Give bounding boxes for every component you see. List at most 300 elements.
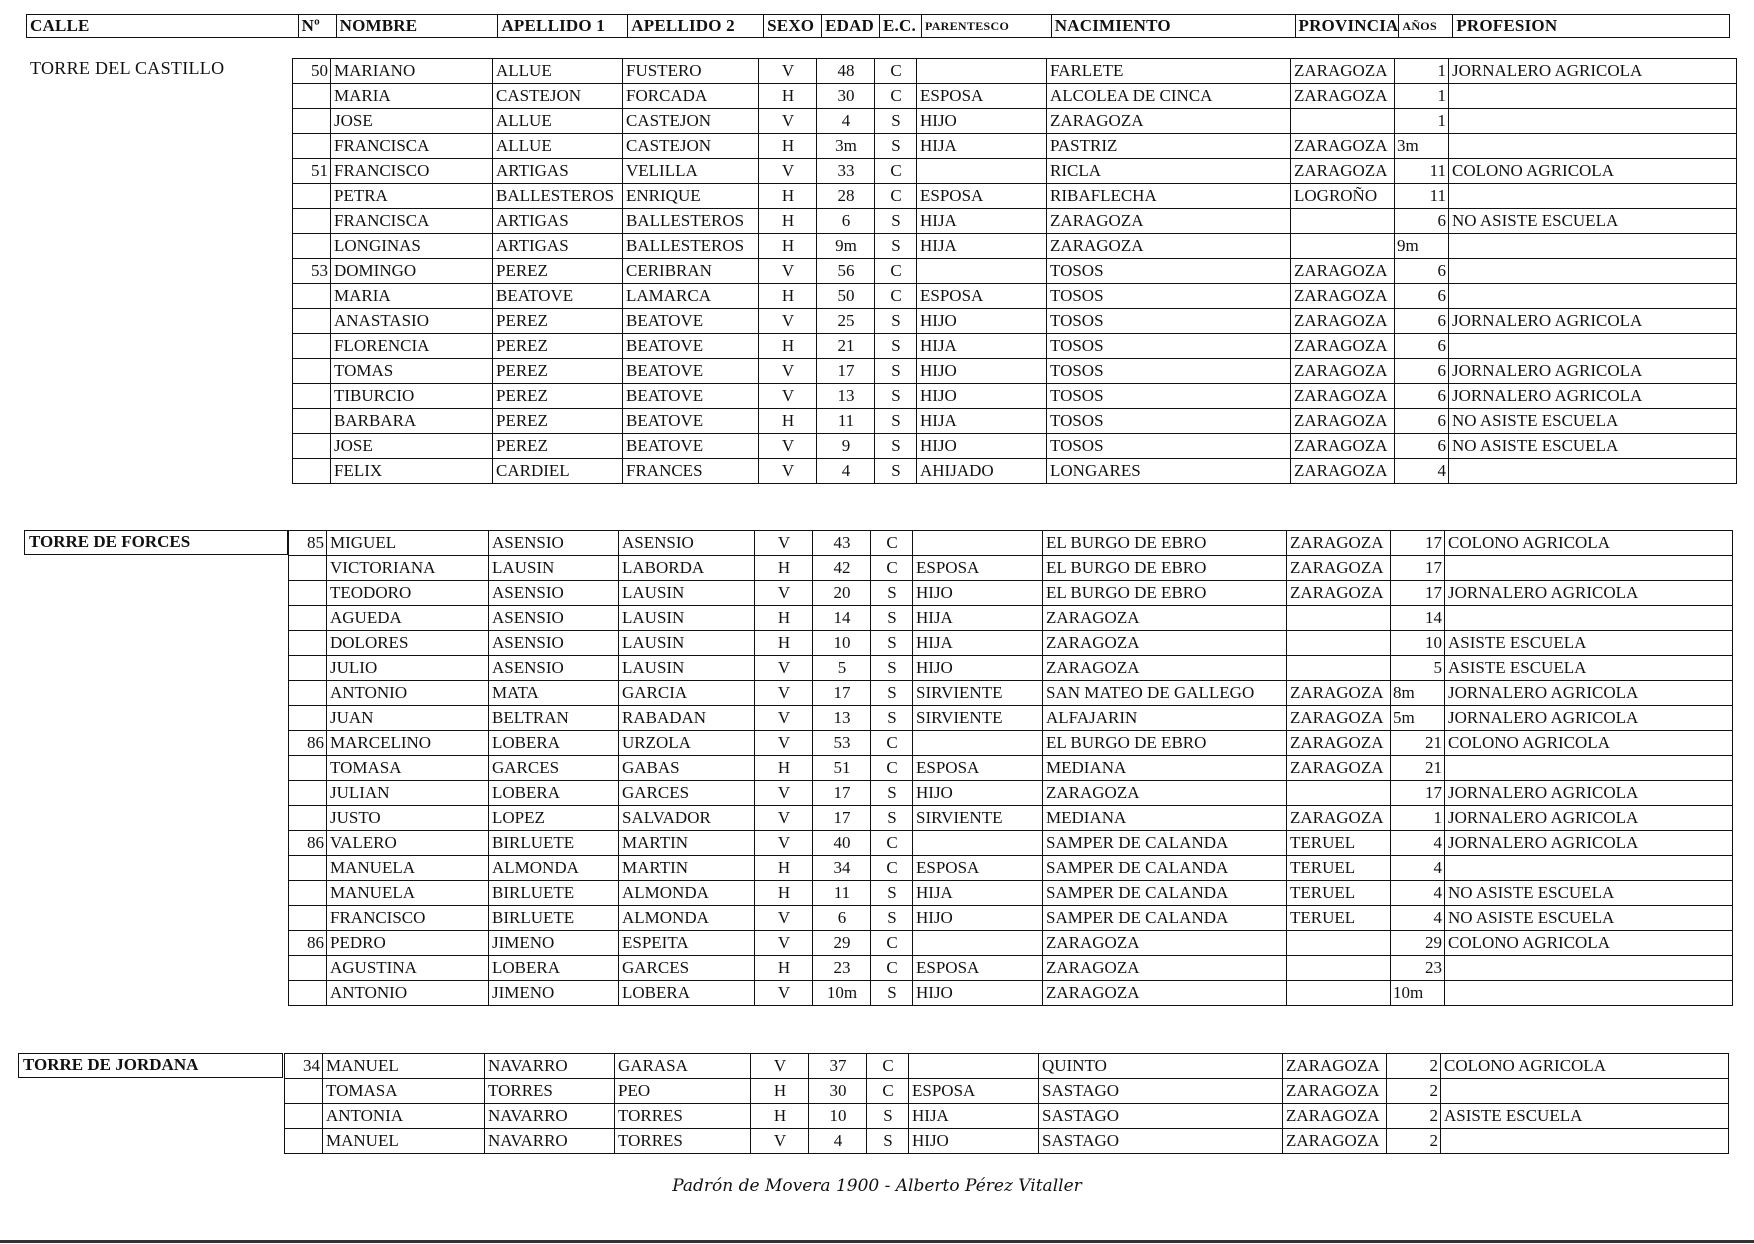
cell-estado-civil: S [875, 134, 917, 159]
cell-apellido1: ALMONDA [489, 856, 619, 881]
cell-parentesco: HIJO [917, 359, 1047, 384]
cell-sexo: H [759, 84, 817, 109]
cell-anos: 5m [1391, 706, 1445, 731]
cell-apellido1: BIRLUETE [489, 881, 619, 906]
cell-sexo: V [759, 359, 817, 384]
cell-sexo: H [759, 134, 817, 159]
cell-apellido2: URZOLA [619, 731, 755, 756]
cell-apellido1: BEATOVE [493, 284, 623, 309]
header-parentesco: PARENTESCO [922, 15, 1052, 37]
table-row [289, 681, 1733, 706]
cell-numero [289, 581, 327, 606]
cell-numero [289, 856, 327, 881]
cell-numero: 86 [289, 931, 327, 956]
cell-numero [293, 434, 331, 459]
cell-profesion [1445, 981, 1733, 1006]
cell-apellido2: BEATOVE [623, 309, 759, 334]
cell-anos: 29 [1391, 931, 1445, 956]
cell-numero [289, 706, 327, 731]
cell-parentesco: AHIJADO [917, 459, 1047, 484]
cell-numero [293, 359, 331, 384]
cell-profesion: NO ASISTE ESCUELA [1445, 881, 1733, 906]
cell-sexo: H [751, 1104, 809, 1129]
census-table-torre-de-forces [288, 530, 1733, 1006]
cell-provincia [1287, 781, 1391, 806]
cell-estado-civil: C [871, 756, 913, 781]
cell-parentesco: HIJA [917, 409, 1047, 434]
cell-estado-civil: C [875, 59, 917, 84]
cell-parentesco: ESPOSA [913, 756, 1043, 781]
cell-nacimiento: MEDIANA [1043, 806, 1287, 831]
cell-parentesco: HIJA [909, 1104, 1039, 1129]
cell-apellido1: PEREZ [493, 359, 623, 384]
cell-apellido2: BEATOVE [623, 384, 759, 409]
cell-apellido2: FUSTERO [623, 59, 759, 84]
cell-apellido1: LOPEZ [489, 806, 619, 831]
table-row [289, 981, 1733, 1006]
cell-estado-civil: S [875, 409, 917, 434]
cell-anos: 4 [1391, 856, 1445, 881]
cell-profesion [1449, 109, 1737, 134]
cell-parentesco: HIJO [913, 656, 1043, 681]
cell-provincia: TERUEL [1287, 906, 1391, 931]
cell-anos: 1 [1395, 59, 1449, 84]
cell-apellido1: PEREZ [493, 434, 623, 459]
header-anos: AÑOS [1399, 15, 1453, 37]
cell-apellido1: ASENSIO [489, 531, 619, 556]
cell-nombre: ANTONIA [323, 1104, 485, 1129]
cell-anos: 17 [1391, 531, 1445, 556]
cell-profesion: NO ASISTE ESCUELA [1445, 906, 1733, 931]
cell-apellido1: PEREZ [493, 259, 623, 284]
cell-nacimiento: ZARAGOZA [1043, 631, 1287, 656]
cell-estado-civil: S [871, 806, 913, 831]
cell-numero [293, 309, 331, 334]
cell-nacimiento: SAN MATEO DE GALLEGO [1043, 681, 1287, 706]
cell-numero [293, 109, 331, 134]
cell-anos: 6 [1395, 384, 1449, 409]
cell-anos: 1 [1395, 109, 1449, 134]
cell-anos: 2 [1387, 1054, 1441, 1079]
table-row [293, 334, 1737, 359]
cell-edad: 51 [813, 756, 871, 781]
cell-nacimiento: ZARAGOZA [1043, 931, 1287, 956]
cell-nombre: ANTONIO [327, 681, 489, 706]
cell-profesion [1445, 756, 1733, 781]
cell-nombre: TIBURCIO [331, 384, 493, 409]
cell-profesion [1441, 1129, 1729, 1154]
cell-nacimiento: SAMPER DE CALANDA [1043, 831, 1287, 856]
cell-parentesco: ESPOSA [917, 84, 1047, 109]
cell-edad: 29 [813, 931, 871, 956]
cell-anos: 4 [1391, 906, 1445, 931]
table-row [293, 209, 1737, 234]
cell-provincia: ZARAGOZA [1283, 1054, 1387, 1079]
cell-sexo: H [755, 956, 813, 981]
cell-edad: 25 [817, 309, 875, 334]
cell-profesion: NO ASISTE ESCUELA [1449, 434, 1737, 459]
cell-edad: 23 [813, 956, 871, 981]
cell-parentesco: HIJO [913, 781, 1043, 806]
cell-nombre: JUSTO [327, 806, 489, 831]
column-header-row [26, 14, 1730, 38]
cell-numero [293, 184, 331, 209]
cell-nombre: VICTORIANA [327, 556, 489, 581]
cell-sexo: H [755, 756, 813, 781]
cell-nombre: ANTONIO [327, 981, 489, 1006]
cell-sexo: H [755, 881, 813, 906]
cell-anos: 10m [1391, 981, 1445, 1006]
cell-estado-civil: S [875, 234, 917, 259]
cell-apellido2: TORRES [615, 1104, 751, 1129]
cell-edad: 53 [813, 731, 871, 756]
cell-nacimiento: TOSOS [1047, 409, 1291, 434]
cell-nombre: BARBARA [331, 409, 493, 434]
cell-provincia: ZARAGOZA [1287, 706, 1391, 731]
cell-sexo: V [759, 384, 817, 409]
cell-nacimiento: PASTRIZ [1047, 134, 1291, 159]
cell-sexo: H [751, 1079, 809, 1104]
cell-profesion: JORNALERO AGRICOLA [1445, 831, 1733, 856]
cell-provincia: ZARAGOZA [1291, 84, 1395, 109]
table-row [285, 1054, 1729, 1079]
header-calle: CALLE [27, 15, 299, 37]
cell-apellido2: LAUSIN [619, 581, 755, 606]
cell-nacimiento: ZARAGOZA [1043, 981, 1287, 1006]
cell-parentesco: HIJO [909, 1129, 1039, 1154]
cell-provincia: ZARAGOZA [1287, 806, 1391, 831]
cell-apellido2: ENRIQUE [623, 184, 759, 209]
cell-estado-civil: C [867, 1079, 909, 1104]
cell-apellido1: TORRES [485, 1079, 615, 1104]
cell-provincia [1291, 109, 1395, 134]
cell-parentesco [913, 531, 1043, 556]
cell-profesion [1445, 956, 1733, 981]
cell-profesion: COLONO AGRICOLA [1445, 531, 1733, 556]
cell-numero [293, 284, 331, 309]
cell-anos: 2 [1387, 1104, 1441, 1129]
cell-provincia: ZARAGOZA [1291, 434, 1395, 459]
cell-apellido2: LAUSIN [619, 656, 755, 681]
header-ec: E.C. [880, 15, 922, 37]
cell-edad: 4 [817, 459, 875, 484]
cell-nombre: JULIO [327, 656, 489, 681]
cell-edad: 42 [813, 556, 871, 581]
cell-provincia [1287, 931, 1391, 956]
cell-sexo: V [755, 906, 813, 931]
cell-sexo: V [755, 781, 813, 806]
cell-apellido2: LAMARCA [623, 284, 759, 309]
cell-apellido1: ASENSIO [489, 581, 619, 606]
cell-nombre: ANASTASIO [331, 309, 493, 334]
cell-provincia [1291, 234, 1395, 259]
cell-apellido2: CASTEJON [623, 109, 759, 134]
cell-nombre: AGUEDA [327, 606, 489, 631]
cell-estado-civil: C [875, 84, 917, 109]
cell-nombre: MANUEL [323, 1129, 485, 1154]
cell-estado-civil: S [871, 781, 913, 806]
cell-apellido2: FRANCES [623, 459, 759, 484]
cell-estado-civil: C [871, 531, 913, 556]
cell-estado-civil: C [871, 731, 913, 756]
cell-apellido2: BALLESTEROS [623, 209, 759, 234]
cell-edad: 3m [817, 134, 875, 159]
cell-apellido2: GARCES [619, 956, 755, 981]
cell-estado-civil: S [871, 906, 913, 931]
cell-estado-civil: S [875, 334, 917, 359]
cell-anos: 5 [1391, 656, 1445, 681]
cell-edad: 14 [813, 606, 871, 631]
cell-numero [289, 881, 327, 906]
cell-provincia: TERUEL [1287, 856, 1391, 881]
cell-anos: 1 [1391, 806, 1445, 831]
cell-apellido1: ARTIGAS [493, 209, 623, 234]
table-row [289, 956, 1733, 981]
cell-profesion [1449, 234, 1737, 259]
cell-estado-civil: C [871, 931, 913, 956]
cell-anos: 11 [1395, 159, 1449, 184]
cell-provincia: ZARAGOZA [1291, 384, 1395, 409]
cell-apellido1: ALLUE [493, 134, 623, 159]
cell-sexo: H [755, 631, 813, 656]
cell-numero [289, 956, 327, 981]
table-row [285, 1129, 1729, 1154]
cell-sexo: V [755, 831, 813, 856]
cell-nombre: MANUELA [327, 881, 489, 906]
table-row [289, 581, 1733, 606]
table-row [293, 84, 1737, 109]
cell-nacimiento: SASTAGO [1039, 1129, 1283, 1154]
cell-edad: 30 [817, 84, 875, 109]
cell-profesion: COLONO AGRICOLA [1445, 931, 1733, 956]
cell-edad: 17 [813, 781, 871, 806]
cell-anos: 6 [1395, 284, 1449, 309]
cell-apellido2: PEO [615, 1079, 751, 1104]
cell-edad: 6 [813, 906, 871, 931]
cell-apellido2: VELILLA [623, 159, 759, 184]
cell-numero [293, 134, 331, 159]
cell-apellido1: ALLUE [493, 109, 623, 134]
header-nombre: NOMBRE [337, 15, 499, 37]
cell-parentesco: HIJO [913, 906, 1043, 931]
cell-provincia: ZARAGOZA [1287, 731, 1391, 756]
cell-estado-civil: C [875, 284, 917, 309]
cell-numero: 34 [285, 1054, 323, 1079]
cell-numero [293, 334, 331, 359]
cell-edad: 17 [813, 681, 871, 706]
cell-nombre: FLORENCIA [331, 334, 493, 359]
cell-nacimiento: TOSOS [1047, 334, 1291, 359]
cell-provincia: ZARAGOZA [1287, 531, 1391, 556]
cell-anos: 4 [1391, 881, 1445, 906]
table-row [289, 831, 1733, 856]
cell-anos: 17 [1391, 556, 1445, 581]
cell-nombre: FRANCISCA [331, 134, 493, 159]
cell-profesion: ASISTE ESCUELA [1445, 631, 1733, 656]
cell-profesion: COLONO AGRICOLA [1445, 731, 1733, 756]
cell-estado-civil: S [871, 581, 913, 606]
header-numero: Nº [299, 15, 337, 37]
table-row [293, 309, 1737, 334]
cell-estado-civil: C [871, 556, 913, 581]
cell-apellido1: ARTIGAS [493, 234, 623, 259]
cell-parentesco: ESPOSA [917, 284, 1047, 309]
cell-sexo: V [755, 981, 813, 1006]
table-row [285, 1079, 1729, 1104]
cell-profesion [1449, 259, 1737, 284]
cell-apellido2: ALMONDA [619, 906, 755, 931]
cell-anos: 2 [1387, 1079, 1441, 1104]
cell-anos: 6 [1395, 334, 1449, 359]
cell-edad: 10 [813, 631, 871, 656]
table-row [289, 756, 1733, 781]
cell-apellido1: LOBERA [489, 781, 619, 806]
cell-apellido2: LOBERA [619, 981, 755, 1006]
cell-profesion: NO ASISTE ESCUELA [1449, 209, 1737, 234]
cell-nombre: JUAN [327, 706, 489, 731]
cell-parentesco: HIJA [913, 606, 1043, 631]
cell-anos: 10 [1391, 631, 1445, 656]
cell-edad: 37 [809, 1054, 867, 1079]
cell-profesion: COLONO AGRICOLA [1441, 1054, 1729, 1079]
cell-apellido1: BELTRAN [489, 706, 619, 731]
cell-nacimiento: TOSOS [1047, 309, 1291, 334]
cell-nombre: DOMINGO [331, 259, 493, 284]
cell-numero [293, 459, 331, 484]
cell-apellido2: BEATOVE [623, 359, 759, 384]
cell-edad: 17 [817, 359, 875, 384]
cell-edad: 11 [817, 409, 875, 434]
cell-apellido2: FORCADA [623, 84, 759, 109]
cell-sexo: V [755, 931, 813, 956]
cell-estado-civil: C [871, 956, 913, 981]
cell-nacimiento: RICLA [1047, 159, 1291, 184]
cell-apellido1: PEREZ [493, 409, 623, 434]
cell-edad: 6 [817, 209, 875, 234]
cell-apellido1: PEREZ [493, 334, 623, 359]
cell-nombre: MARIANO [331, 59, 493, 84]
cell-parentesco: SIRVIENTE [913, 681, 1043, 706]
cell-anos: 2 [1387, 1129, 1441, 1154]
cell-numero [289, 606, 327, 631]
cell-apellido1: PEREZ [493, 309, 623, 334]
cell-sexo: V [751, 1129, 809, 1154]
cell-nacimiento: LONGARES [1047, 459, 1291, 484]
census-table-torre-de-jordana [284, 1053, 1729, 1154]
cell-nacimiento: FARLETE [1047, 59, 1291, 84]
cell-sexo: V [759, 309, 817, 334]
cell-edad: 20 [813, 581, 871, 606]
table-row [293, 234, 1737, 259]
cell-parentesco: HIJA [917, 209, 1047, 234]
cell-provincia: ZARAGOZA [1291, 159, 1395, 184]
cell-sexo: H [755, 556, 813, 581]
cell-parentesco: HIJO [913, 981, 1043, 1006]
cell-nombre: PETRA [331, 184, 493, 209]
cell-estado-civil: S [867, 1129, 909, 1154]
cell-estado-civil: S [867, 1104, 909, 1129]
cell-nacimiento: TOSOS [1047, 259, 1291, 284]
cell-provincia: ZARAGOZA [1283, 1079, 1387, 1104]
cell-nombre: JULIAN [327, 781, 489, 806]
cell-parentesco [913, 831, 1043, 856]
cell-provincia: ZARAGOZA [1287, 756, 1391, 781]
cell-nombre: JOSE [331, 434, 493, 459]
cell-sexo: V [755, 681, 813, 706]
street-name-torre-del-castillo: TORRE DEL CASTILLO [30, 58, 225, 78]
cell-profesion: JORNALERO AGRICOLA [1449, 59, 1737, 84]
cell-apellido1: BIRLUETE [489, 831, 619, 856]
cell-nacimiento: ZARAGOZA [1047, 234, 1291, 259]
cell-provincia: ZARAGOZA [1291, 259, 1395, 284]
cell-apellido2: MARTIN [619, 856, 755, 881]
cell-profesion: JORNALERO AGRICOLA [1445, 681, 1733, 706]
cell-anos: 6 [1395, 409, 1449, 434]
cell-anos: 11 [1395, 184, 1449, 209]
cell-apellido2: GARCIA [619, 681, 755, 706]
cell-nombre: MARIA [331, 84, 493, 109]
cell-profesion: JORNALERO AGRICOLA [1445, 806, 1733, 831]
cell-nacimiento: ALFAJARIN [1043, 706, 1287, 731]
cell-numero: 86 [289, 831, 327, 856]
cell-nombre: AGUSTINA [327, 956, 489, 981]
cell-parentesco [909, 1054, 1039, 1079]
cell-edad: 40 [813, 831, 871, 856]
cell-apellido1: MATA [489, 681, 619, 706]
cell-anos: 1 [1395, 84, 1449, 109]
cell-estado-civil: S [875, 359, 917, 384]
cell-apellido2: BEATOVE [623, 334, 759, 359]
cell-provincia: ZARAGOZA [1291, 59, 1395, 84]
cell-apellido2: SALVADOR [619, 806, 755, 831]
cell-apellido1: NAVARRO [485, 1054, 615, 1079]
table-row [293, 159, 1737, 184]
cell-provincia: ZARAGOZA [1287, 556, 1391, 581]
cell-numero: 86 [289, 731, 327, 756]
table-row [289, 706, 1733, 731]
cell-parentesco: SIRVIENTE [913, 806, 1043, 831]
cell-edad: 9m [817, 234, 875, 259]
cell-numero [289, 756, 327, 781]
cell-edad: 4 [817, 109, 875, 134]
cell-estado-civil: C [871, 831, 913, 856]
cell-numero: 85 [289, 531, 327, 556]
table-row [285, 1104, 1729, 1129]
cell-profesion: ASISTE ESCUELA [1445, 656, 1733, 681]
cell-numero [285, 1079, 323, 1104]
cell-profesion [1445, 856, 1733, 881]
cell-numero [293, 234, 331, 259]
cell-apellido1: JIMENO [489, 981, 619, 1006]
cell-edad: 28 [817, 184, 875, 209]
cell-apellido1: ALLUE [493, 59, 623, 84]
cell-nombre: TOMAS [331, 359, 493, 384]
header-sexo: SEXO [764, 15, 822, 37]
cell-parentesco: HIJO [917, 109, 1047, 134]
cell-provincia: ZARAGOZA [1291, 409, 1395, 434]
cell-parentesco [913, 931, 1043, 956]
cell-estado-civil: C [875, 159, 917, 184]
street-name-torre-de-forces: TORRE DE FORCES [24, 530, 288, 555]
cell-apellido2: BEATOVE [623, 409, 759, 434]
cell-apellido2: BEATOVE [623, 434, 759, 459]
cell-provincia [1287, 956, 1391, 981]
header-apellido2: APELLIDO 2 [628, 15, 764, 37]
cell-sexo: V [755, 531, 813, 556]
cell-apellido1: CASTEJON [493, 84, 623, 109]
cell-provincia: ZARAGOZA [1291, 134, 1395, 159]
cell-estado-civil: S [871, 606, 913, 631]
